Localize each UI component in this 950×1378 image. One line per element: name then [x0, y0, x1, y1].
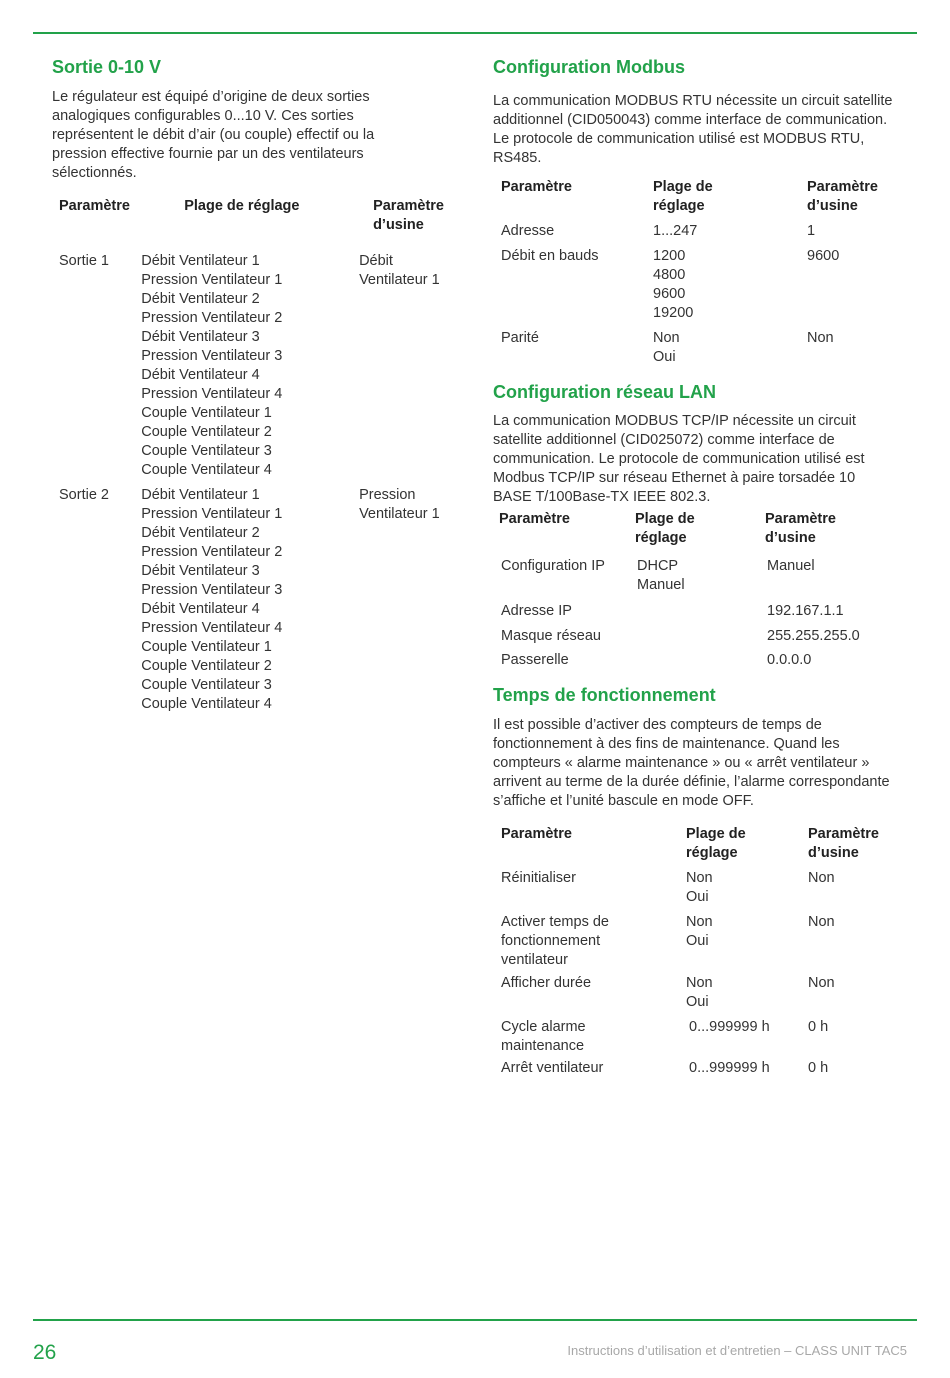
left-column: [52, 56, 452, 714]
row-default: 255.255.255.0: [767, 628, 860, 644]
header-plage: Plage de réglage: [184, 198, 300, 214]
row-param: Arrêt ventilateur: [501, 1060, 604, 1076]
section-title-temps: Temps de fonctionnement: [493, 685, 716, 705]
row-param: Sortie 2: [59, 487, 109, 503]
row-range: 1...247: [653, 223, 698, 239]
page-number: 26: [33, 1341, 57, 1364]
row-param: Adresse: [501, 223, 555, 239]
row-range: DHCP Manuel: [637, 558, 685, 593]
row-param: Activer temps de fonctionnement ventilateur: [501, 914, 609, 968]
row-param: Afficher durée: [501, 975, 592, 991]
right-column: [493, 56, 913, 1078]
row-param: Adresse IP: [501, 603, 572, 619]
section-intro-lan: La communication MODBUS TCP/IP nécessite un circuit satellite additionnel (CID025072) comme interface de communication. Le protocole de communication utilisé est Modbus TCP/IP sur réseau Ethernet à paire torsadée 10 BASE T/100Base-TX IEEE 802.3.: [493, 413, 865, 505]
header-parametre: Paramètre: [59, 198, 130, 214]
bottom-divider: [33, 1319, 917, 1321]
table-row: [493, 863, 913, 907]
table-row: [493, 1012, 913, 1056]
table-header-row: [493, 510, 913, 548]
table-row: [493, 907, 913, 970]
section-intro-temps: Il est possible d’activer des compteurs de temps de fonctionnement à des fins de maintenance. Quand les compteurs « alarme maintenance » ou « arrêt ventilateur » arrivent au terme de la durée définie, l’alarme correspondante s’affiche et l’unité bascule en mode OFF.: [493, 717, 890, 809]
table-row: [493, 646, 913, 670]
sortie-table: [52, 197, 444, 714]
row-default: 1: [807, 223, 816, 239]
header-plage: Plage de réglage: [653, 179, 713, 214]
row-range: 1200 4800 9600 19200: [653, 248, 694, 321]
row-default: 0.0.0.0: [767, 652, 812, 668]
footer-doc-title: Instructions d’utilisation et d’entretien – CLASS UNIT TAC5: [567, 1343, 907, 1358]
table-header-row: [52, 197, 444, 235]
section-intro-sortie: Le régulateur est équipé d’origine de deux sorties analogiques configurables 0...10 V. Ces sorties représentent le débit d’air (ou couple) effectif ou la pression effective fournie par un des ventilateurs sélectionnés.: [52, 89, 375, 181]
row-range: [635, 646, 765, 670]
row-default: Non: [808, 914, 835, 930]
row-range: 0...999999 h: [689, 1019, 770, 1035]
table-header-row: [493, 178, 913, 216]
row-param: Réinitialiser: [501, 870, 576, 886]
row-param: Parité: [501, 330, 539, 346]
table-header-row: [493, 825, 913, 863]
table-row: [493, 216, 913, 241]
row-range: Non Oui: [653, 330, 680, 365]
header-parametre: Paramètre: [501, 826, 572, 842]
modbus-table: [493, 178, 913, 367]
row-param: Passerelle: [501, 652, 569, 668]
row-default: Non: [807, 330, 834, 346]
row-param: Masque réseau: [501, 628, 601, 644]
table-row: [52, 480, 444, 714]
header-parametre: Paramètre: [499, 511, 570, 527]
row-param: Configuration IP: [501, 558, 605, 574]
section-title-modbus: Configuration Modbus: [493, 57, 685, 77]
table-row: [493, 595, 913, 621]
section-intro-modbus: La communication MODBUS RTU nécessite un circuit satellite additionnel (CID050043) comme interface de communication. Le protocole de communication utilisé est MODBUS RTU, RS485.: [493, 93, 893, 166]
row-default: 0 h: [808, 1019, 829, 1035]
table-row: [52, 235, 444, 480]
row-range: Non Oui: [686, 975, 713, 1010]
table-row: [493, 970, 913, 1012]
row-default: Débit Ventilateur 1: [359, 253, 440, 288]
row-default: 192.167.1.1: [767, 603, 844, 619]
row-param: Sortie 1: [59, 253, 109, 269]
header-usine: Paramètre d’usine: [373, 198, 444, 233]
row-range: Non Oui: [686, 914, 713, 949]
lan-table: [493, 510, 913, 670]
row-default: 9600: [807, 248, 840, 264]
row-default: Manuel: [767, 558, 815, 574]
row-param: Cycle alarme maintenance: [501, 1019, 586, 1054]
table-row: [493, 621, 913, 646]
header-usine: Paramètre d’usine: [807, 179, 878, 214]
row-range: Débit Ventilateur 1 Pression Ventilateur 1 Débit Ventilateur 2 Pression Ventilateur 2 Débit Ventilateur 3 Pression Ventilateur 3 Débit Ventilateur 4 Pression Ventilateur 4 Couple Ventilateur 1 Couple Ventilateur 2 Couple Ventilateur 3 Couple Ventilateur 4: [141, 253, 283, 478]
section-title-lan: Configuration réseau LAN: [493, 382, 717, 402]
row-range: Débit Ventilateur 1 Pression Ventilateur 1 Débit Ventilateur 2 Pression Ventilateur 2 Débit Ventilateur 3 Pression Ventilateur 3 Débit Ventilateur 4 Pression Ventilateur 4 Couple Ventilateur 1 Couple Ventilateur 2 Couple Ventilateur 3 Couple Ventilateur 4: [141, 487, 283, 712]
header-parametre: Paramètre: [501, 179, 572, 195]
row-default: Non: [808, 975, 835, 991]
header-plage: Plage de réglage: [686, 826, 746, 861]
table-row: [493, 548, 913, 595]
table-row: [493, 241, 913, 323]
table-row: [493, 1056, 913, 1078]
section-title-sortie: Sortie 0-10 V: [52, 57, 162, 77]
row-default: Pression Ventilateur 1: [359, 487, 440, 522]
row-range: 0...999999 h: [689, 1060, 770, 1076]
row-default: 0 h: [808, 1060, 829, 1076]
temps-table: [493, 825, 913, 1078]
row-param: Débit en bauds: [501, 248, 599, 264]
row-range: [635, 621, 765, 646]
header-usine: Paramètre d’usine: [765, 511, 836, 546]
header-plage: Plage de réglage: [635, 511, 695, 546]
header-usine: Paramètre d’usine: [808, 826, 879, 861]
top-divider: [33, 32, 917, 34]
row-default: Non: [808, 870, 835, 886]
table-row: [493, 323, 913, 367]
row-range: [635, 595, 765, 621]
row-range: Non Oui: [686, 870, 713, 905]
